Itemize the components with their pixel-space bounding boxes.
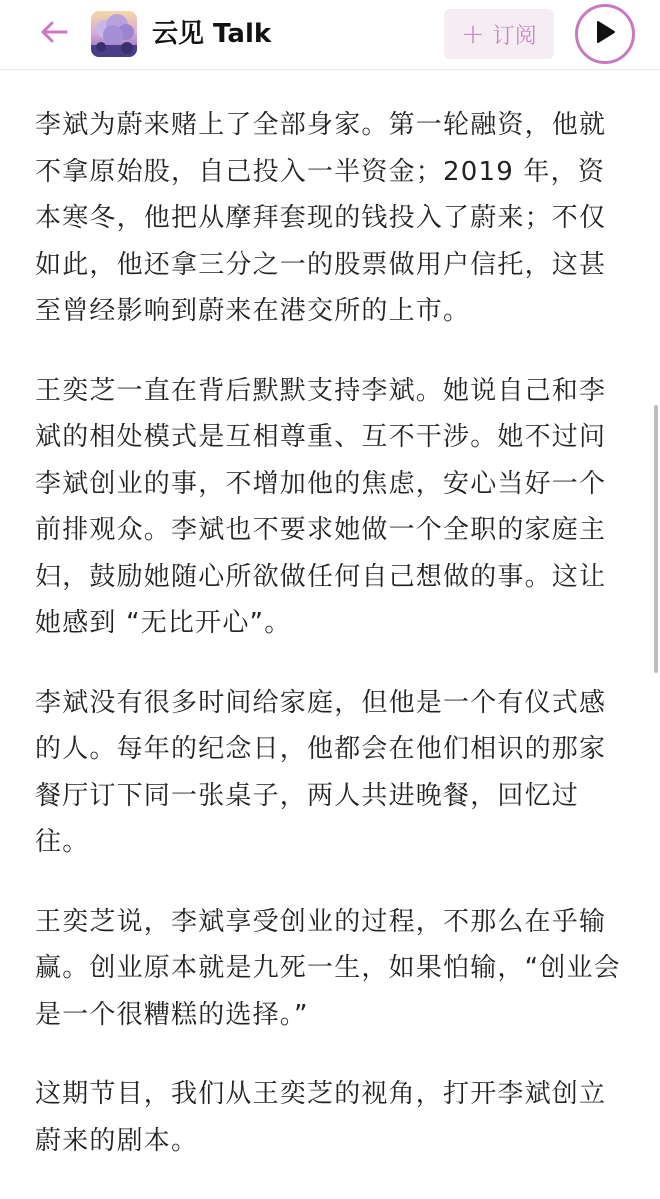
scrollbar[interactable]	[654, 405, 658, 673]
podcast-logo[interactable]	[91, 11, 137, 57]
back-button[interactable]	[32, 12, 76, 56]
article-paragraph: 李斌为蔚来赌上了全部身家。第一轮融资，他就不拿原始股，自己投入一半资金；2019 年，资本寒冬，他把从摩拜套现的钱投入了蔚来；不仅如此，他还拿三分之一的股票做用户信托，这甚至曾经影响到蔚来在港交所的上市。	[35, 110, 607, 326]
page-title: 云见 Talk	[152, 19, 272, 49]
article-paragraph: 王奕芝一直在背后默默支持李斌。她说自己和李斌的相处模式是互相尊重、互不干涉。她不过问李斌创业的事，不增加他的焦虑，安心当好一个前排观众。李斌也不要求她做一个全职的家庭主妇，鼓励她随心所欲做任何自己想做的事。这让她感到 “无比开心”。	[35, 375, 607, 638]
play-button[interactable]	[575, 4, 635, 64]
article-body	[35, 102, 630, 1197]
play-icon	[594, 20, 616, 48]
subscribe-label: 订阅	[492, 23, 537, 49]
subscribe-button[interactable]	[444, 9, 554, 59]
article-paragraph: 李斌没有很多时间给家庭，但他是一个有仪式感的人。每年的纪念日，他都会在他们相识的那家餐厅订下同一张桌子，两人共进晚餐，回忆过往。	[35, 687, 607, 857]
plus-icon: +	[461, 17, 485, 50]
article-paragraph: 王奕芝说，李斌享受创业的过程，不那么在乎输赢。创业原本就是九死一生，如果怕输，“创业会是一个很糟糕的选择。”	[35, 906, 621, 1030]
app-header	[0, 0, 660, 70]
article-paragraph: 这期节目，我们从王奕芝的视角，打开李斌创立蔚来的剧本。	[35, 1079, 607, 1156]
back-arrow-icon	[39, 20, 69, 48]
